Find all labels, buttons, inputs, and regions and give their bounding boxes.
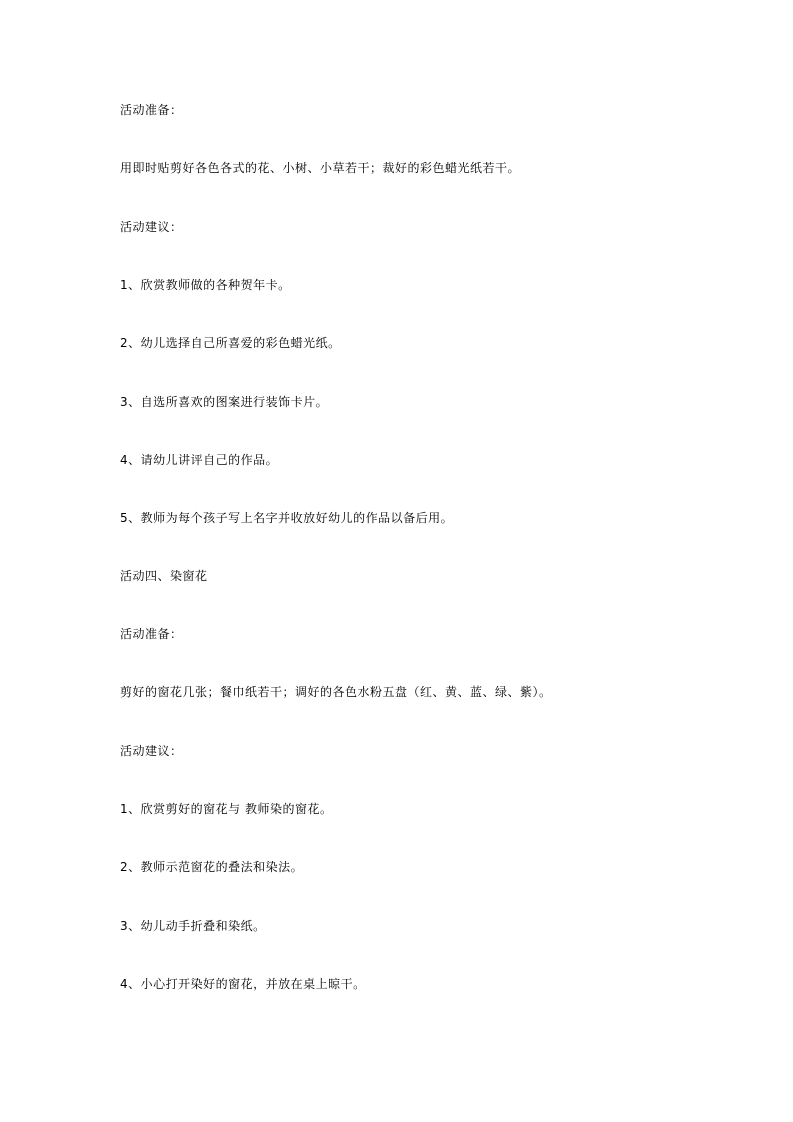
activity-title: 活动四、染窗花 xyxy=(120,569,208,583)
list-item: 2、幼儿选择自己所喜爱的彩色蜡光纸。 xyxy=(120,336,341,350)
section-heading-preparation: 活动准备： xyxy=(120,103,183,117)
list-item: 1、欣赏剪好的窗花与 教师染的窗花。 xyxy=(120,802,333,816)
list-item: 3、幼儿动手折叠和染纸。 xyxy=(120,919,266,933)
paragraph-materials: 剪好的窗花几张；餐巾纸若干；调好的各色水粉五盘（红、黄、蓝、绿、紫）。 xyxy=(120,685,552,699)
paragraph-materials: 用即时贴剪好各色各式的花、小树、小草若干；裁好的彩色蜡光纸若干。 xyxy=(120,161,521,175)
list-item: 2、教师示范窗花的叠法和染法。 xyxy=(120,860,304,874)
section-heading-suggestions: 活动建议： xyxy=(120,220,183,234)
list-item: 5、教师为每个孩子写上名字并收放好幼儿的作品以备后用。 xyxy=(120,511,454,525)
list-item: 3、自选所喜欢的图案进行装饰卡片。 xyxy=(120,395,329,409)
list-item: 1、欣赏教师做的各种贺年卡。 xyxy=(120,278,291,292)
section-heading-suggestions: 活动建议： xyxy=(120,744,183,758)
list-item: 4、请幼儿讲评自己的作品。 xyxy=(120,453,279,467)
list-item: 4、小心打开染好的窗花，并放在桌上晾干。 xyxy=(120,977,366,991)
section-heading-preparation: 活动准备： xyxy=(120,627,183,641)
